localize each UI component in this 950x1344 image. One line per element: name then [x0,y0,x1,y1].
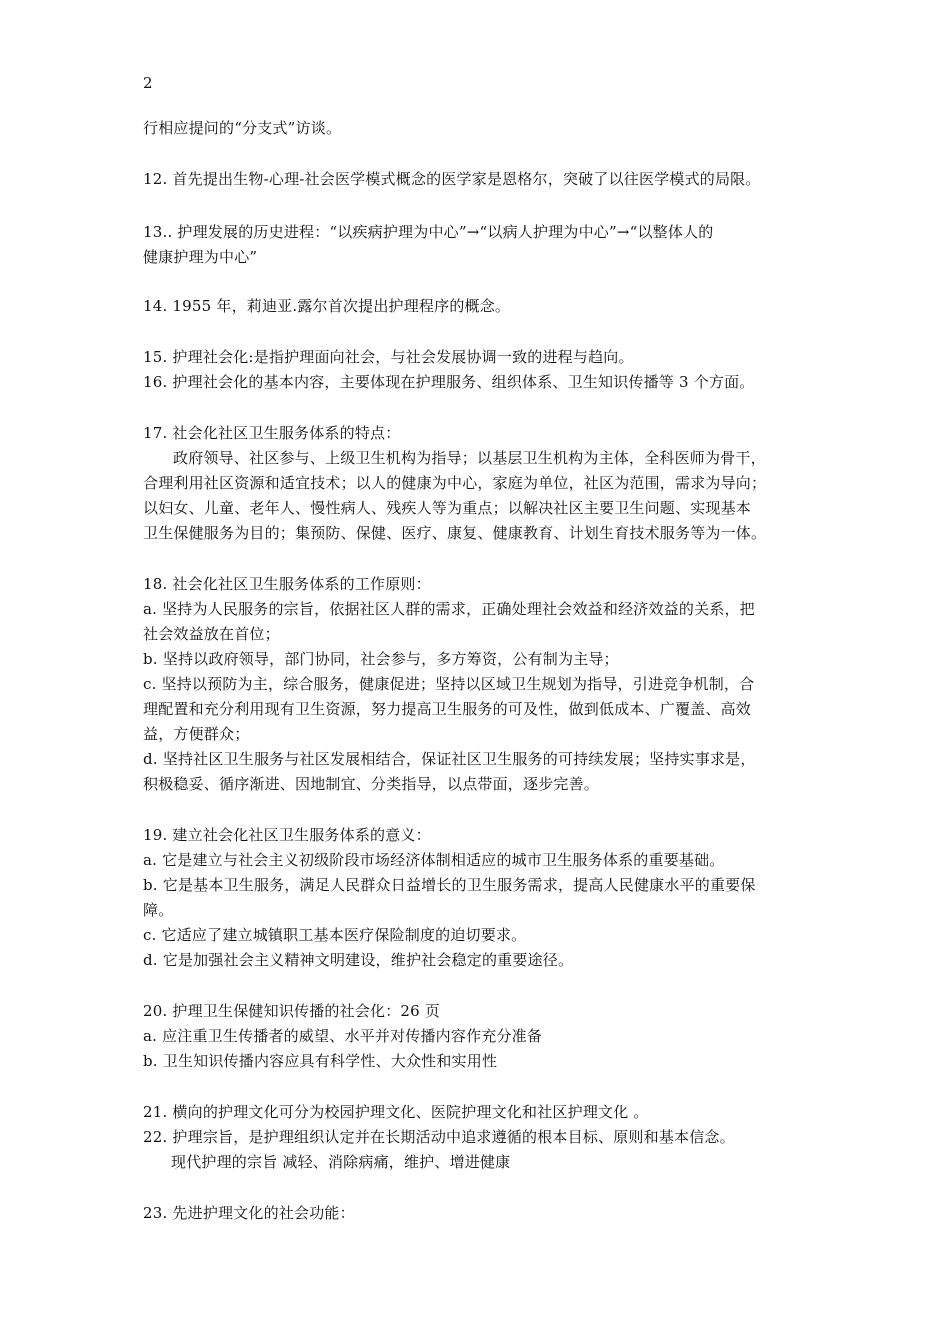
text-line: 15. 护理社会化:是指护理面向社会，与社会发展协调一致的进程与趋向。 [143,348,634,366]
text-line: b. 卫生知识传播内容应具有科学性、大众性和实用性 [143,1052,498,1070]
paragraph-17 [143,421,813,546]
paragraph-20 [143,999,813,1074]
text-line: 障。 [143,901,174,919]
text-line: a. 应注重卫生传播者的威望、水平并对传播内容作充分准备 [143,1027,543,1045]
text-line: 16. 护理社会化的基本内容，主要体现在护理服务、组织体系、卫生知识传播等 3 个方面。 [143,373,755,391]
paragraph-12 [143,167,813,192]
text-line: 益，方便群众； [143,725,250,743]
text-line: 理配置和充分利用现有卫生资源，努力提高卫生服务的可及性，做到低成本、广覆盖、高效 [143,700,752,718]
page-number: 2 [143,74,153,92]
section-heading: 23. 先进护理文化的社会功能： [143,1204,355,1222]
text-line: d. 坚持社区卫生服务与社区发展相结合，保证社区卫生服务的可持续发展；坚持实事求是， [143,750,756,768]
text-line: 卫生保健服务为目的；集预防、保健、医疗、康复、健康教育、计划生育技术服务等为一体。 [143,524,767,542]
text-line: 社会效益放在首位； [143,625,280,643]
text-line: c. 坚持以预防为主，综合服务，健康促进；坚持以区域卫生规划为指导，引进竞争机制，合 [143,675,755,693]
text-line: b. 它是基本卫生服务，满足人民群众日益增长的卫生服务需求，提高人民健康水平的重要保 [143,876,756,894]
paragraph-14 [143,294,813,319]
document-body [143,116,813,1226]
text-line: 以妇女、儿童、老年人、慢性病人、残疾人等为重点；以解决社区主要卫生问题、实现基本 [143,499,752,517]
paragraph-15-16 [143,345,813,395]
text-line: 合理利用社区资源和适宜技术；以人的健康为中心，家庭为单位，社区为范围，需求为导向； [143,474,767,492]
paragraph-21-22 [143,1100,813,1175]
paragraph-19 [143,823,813,973]
text-line: 积极稳妥、循序渐进、因地制宜、分类指导，以点带面，逐步完善。 [143,775,600,793]
text-line: a. 它是建立与社会主义初级阶段市场经济体制相适应的城市卫生服务体系的重要基础。 [143,851,725,869]
text-line: c. 它适应了建立城镇职工基本医疗保险制度的迫切要求。 [143,926,527,944]
text-line: b. 坚持以政府领导，部门协同，社会参与，多方筹资，公有制为主导； [143,650,619,668]
section-heading: 19. 建立社会化社区卫生服务体系的意义： [143,826,431,844]
text-line: 13.. 护理发展的历史进程：“以疾病护理为中心”→“以病人护理为中心”→“以整体人的 [143,223,714,241]
text-line: 现代护理的宗旨 减轻、消除病痛，维护、增进健康 [171,1153,511,1171]
text-line: a. 坚持为人民服务的宗旨，依据社区人群的需求，正确处理社会效益和经济效益的关系，把 [143,600,755,618]
text-line: 行相应提问的“分支式”访谈。 [143,119,342,137]
text-line: 12. 首先提出生物-心理-社会医学模式概念的医学家是恩格尔，突破了以往医学模式的局限。 [143,170,761,188]
text-line: 政府领导、社区参与、上级卫生机构为指导；以基层卫生机构为主体，全科医师为骨干， [173,449,766,467]
section-heading: 17. 社会化社区卫生服务体系的特点： [143,424,401,442]
paragraph-18 [143,572,813,797]
text-line: 14. 1955 年，莉迪亚.露尔首次提出护理程序的概念。 [143,297,511,315]
text-line: 22. 护理宗旨，是护理组织认定并在长期活动中追求遵循的根本目标、原则和基本信念。 [143,1128,735,1146]
text-line: 健康护理为中心” [143,248,258,266]
section-heading: 20. 护理卫生保健知识传播的社会化：26 页 [143,1002,441,1020]
paragraph-13 [143,220,813,270]
text-line: 21. 横向的护理文化可分为校园护理文化、医院护理文化和社区护理文化 。 [143,1103,649,1121]
paragraph-11-continuation [143,116,813,141]
text-line: d. 它是加强社会主义精神文明建设，维护社会稳定的重要途径。 [143,951,574,969]
section-heading: 18. 社会化社区卫生服务体系的工作原则： [143,575,431,593]
paragraph-23 [143,1201,813,1226]
